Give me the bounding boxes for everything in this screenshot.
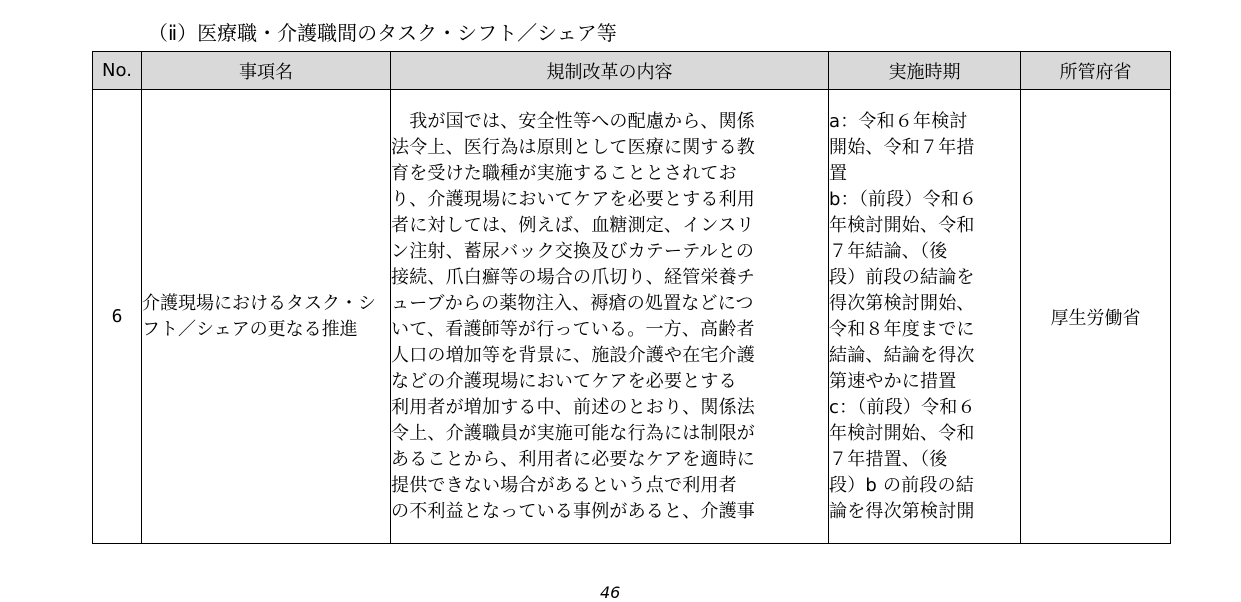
content-line: 我が国では、安全性等への配慮から、関係 xyxy=(391,110,755,132)
timing-line: 年検討開始、令和 xyxy=(829,214,975,236)
timing-line: 論を得次第検討開 xyxy=(829,500,975,522)
content-line: あることから、利用者に必要なケアを適時に xyxy=(391,448,755,470)
timing-line: c：（前段）令和６ xyxy=(829,396,976,418)
regulatory-reform-table xyxy=(92,51,1171,544)
timing-line: 段）b の前段の結 xyxy=(829,474,974,496)
content-line: の不利益となっている事例があると、介護事 xyxy=(391,500,755,522)
timing-line: b：（前段）令和６ xyxy=(829,188,978,210)
page-number: 46 xyxy=(600,583,621,602)
timing-line: 結論、結論を得次 xyxy=(829,344,975,366)
row-item-name: 介護現場におけるタスク・シフト／シェアの更なる推進 xyxy=(142,90,391,544)
content-line: ューブからの薬物注入、褥瘡の処置などにつ xyxy=(391,292,754,314)
header-no: No. xyxy=(93,52,142,90)
content-line: などの介護現場においてケアを必要とする xyxy=(391,370,737,392)
header-timing: 実施時期 xyxy=(829,52,1021,90)
content-line: 令上、介護職員が実施可能な行為には制限が xyxy=(391,422,755,444)
content-line: 人口の増加等を背景に、施設介護や在宅介護 xyxy=(391,344,755,366)
timing-line: a：令和６年検討 xyxy=(829,110,968,132)
content-line: 育を受けた職種が実施することとされてお xyxy=(391,162,737,184)
content-line: 接続、爪白癬等の場合の爪切り、経管栄養チ xyxy=(391,266,755,288)
timing-line: 開始、令和７年措 xyxy=(829,136,975,158)
timing-line: 第速やかに措置 xyxy=(829,370,957,392)
timing-line: 得次第検討開始、 xyxy=(829,292,975,314)
table-row xyxy=(93,90,1171,544)
content-line: 提供できない場合があるという点で利用者 xyxy=(391,474,737,496)
row-ministry: 厚生労働省 xyxy=(1021,90,1171,544)
row-content xyxy=(391,90,829,544)
timing-line: ７年結論、（後 xyxy=(829,240,948,262)
timing-line: 置 xyxy=(829,162,848,184)
row-timing xyxy=(829,90,1021,544)
timing-line: ７年措置、（後 xyxy=(829,448,948,470)
row-no: 6 xyxy=(93,90,142,544)
content-line: 利用者が増加する中、前述のとおり、関係法 xyxy=(391,396,755,418)
timing-line: 年検討開始、令和 xyxy=(829,422,975,444)
header-ministry: 所管府省 xyxy=(1021,52,1171,90)
timing-line: 令和８年度までに xyxy=(829,318,975,340)
content-line: 者に対しては、例えば、血糖測定、インスリ xyxy=(391,214,755,236)
content-line: いて、看護師等が行っている。一方、高齢者 xyxy=(391,318,755,340)
table-header-row xyxy=(93,52,1171,90)
content-line: 法令上、医行為は原則として医療に関する教 xyxy=(391,136,755,158)
section-title: （ⅱ）医療職・介護職間のタスク・シフト／シェア等 xyxy=(148,21,617,45)
header-item-name: 事項名 xyxy=(142,52,391,90)
content-line: り、介護現場においてケアを必要とする利用 xyxy=(391,188,755,210)
timing-line: 段）前段の結論を xyxy=(829,266,975,288)
header-content: 規制改革の内容 xyxy=(391,52,829,90)
content-line: ン注射、蓄尿バック交換及びカテーテルとの xyxy=(391,240,755,262)
